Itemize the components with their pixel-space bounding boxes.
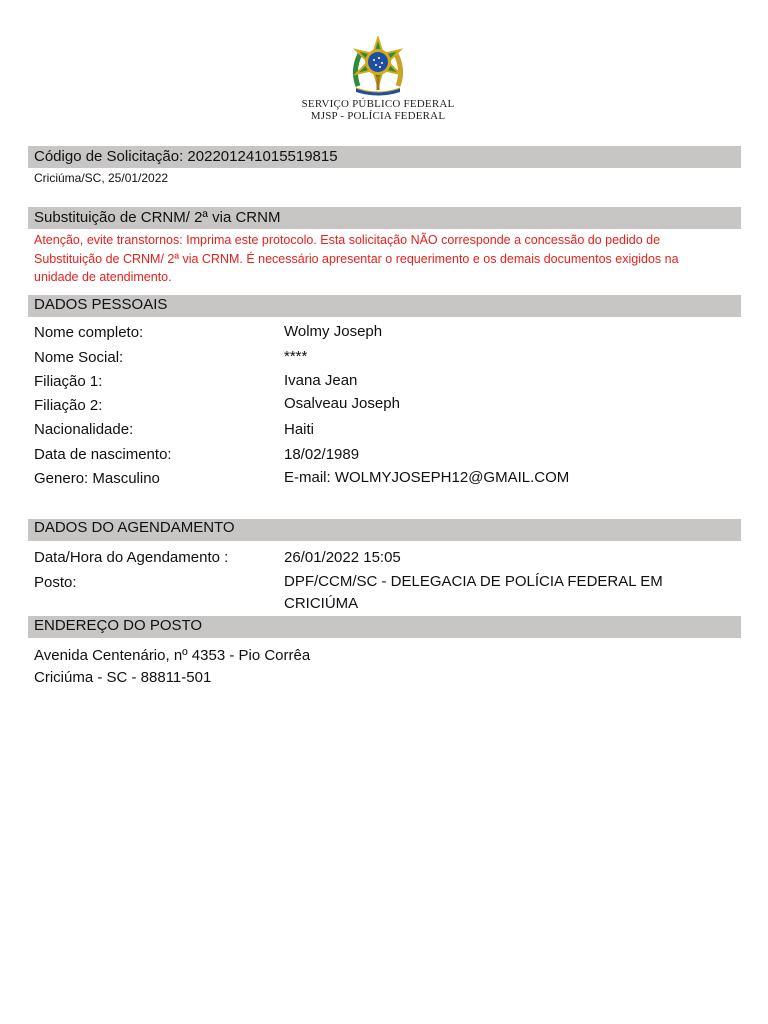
social-name-label: Nome Social:	[34, 349, 124, 366]
personal-section-title: DADOS PESSOAIS	[34, 296, 168, 313]
birth-date-value: 18/02/1989	[284, 446, 360, 463]
place-date: Criciúma/SC, 25/01/2022	[34, 171, 169, 185]
parent-1-label: Filiação 1:	[34, 373, 103, 390]
parent-2-label: Filiação 2:	[34, 397, 103, 414]
full-name-label: Nome completo:	[34, 324, 144, 341]
email-value: E-mail: WOLMYJOSEPH12@GMAIL.COM	[284, 469, 570, 486]
office-label: Posto:	[34, 574, 77, 591]
appointment-datetime-label: Data/Hora do Agendamento :	[34, 549, 229, 566]
service-title: Substituição de CRNM/ 2ª via CRNM	[34, 209, 281, 226]
nationality-value: Haiti	[284, 421, 315, 438]
appointment-datetime-value: 26/01/2022 15:05	[284, 549, 401, 566]
warning-notice: Atenção, evite transtornos: Imprima este protocolo. Esta solicitação NÃO corresponde a concessão do pedido de Substituição de CRNM/ 2ª via CRNM. É necessário apresentar o requerimento e os demais documentos exigidos na unidade de atendimento.	[34, 233, 679, 284]
agency-line-2: MJSP - POLÍCIA FEDERAL	[310, 110, 446, 122]
request-code: Código de Solicitação: 202201241015519815	[34, 148, 338, 165]
agency-header	[230, 98, 526, 122]
appointment-section-title: DADOS DO AGENDAMENTO	[34, 519, 235, 536]
social-name-value: ****	[284, 348, 308, 365]
address-line-2: Criciúma - SC - 88811-501	[34, 669, 212, 686]
birth-date-label: Data de nascimento:	[34, 446, 172, 463]
parent-2-value: Osalveau Joseph	[284, 395, 400, 412]
office-value: DPF/CCM/SC - DELEGACIA DE POLÍCIA FEDERAL EM CRICIÚMA	[284, 573, 663, 612]
agency-line-1: SERVIÇO PÚBLICO FEDERAL	[301, 98, 455, 110]
brazil-coat-of-arms-icon	[348, 36, 408, 98]
address-line-1: Avenida Centenário, nº 4353 - Pio Corrêa	[34, 647, 311, 664]
gender-label: Genero: Masculino	[34, 470, 160, 487]
parent-1-value: Ivana Jean	[284, 372, 358, 389]
nationality-label: Nacionalidade:	[34, 421, 134, 438]
address-section-title: ENDEREÇO DO POSTO	[34, 617, 203, 634]
full-name-value: Wolmy Joseph	[284, 323, 383, 340]
